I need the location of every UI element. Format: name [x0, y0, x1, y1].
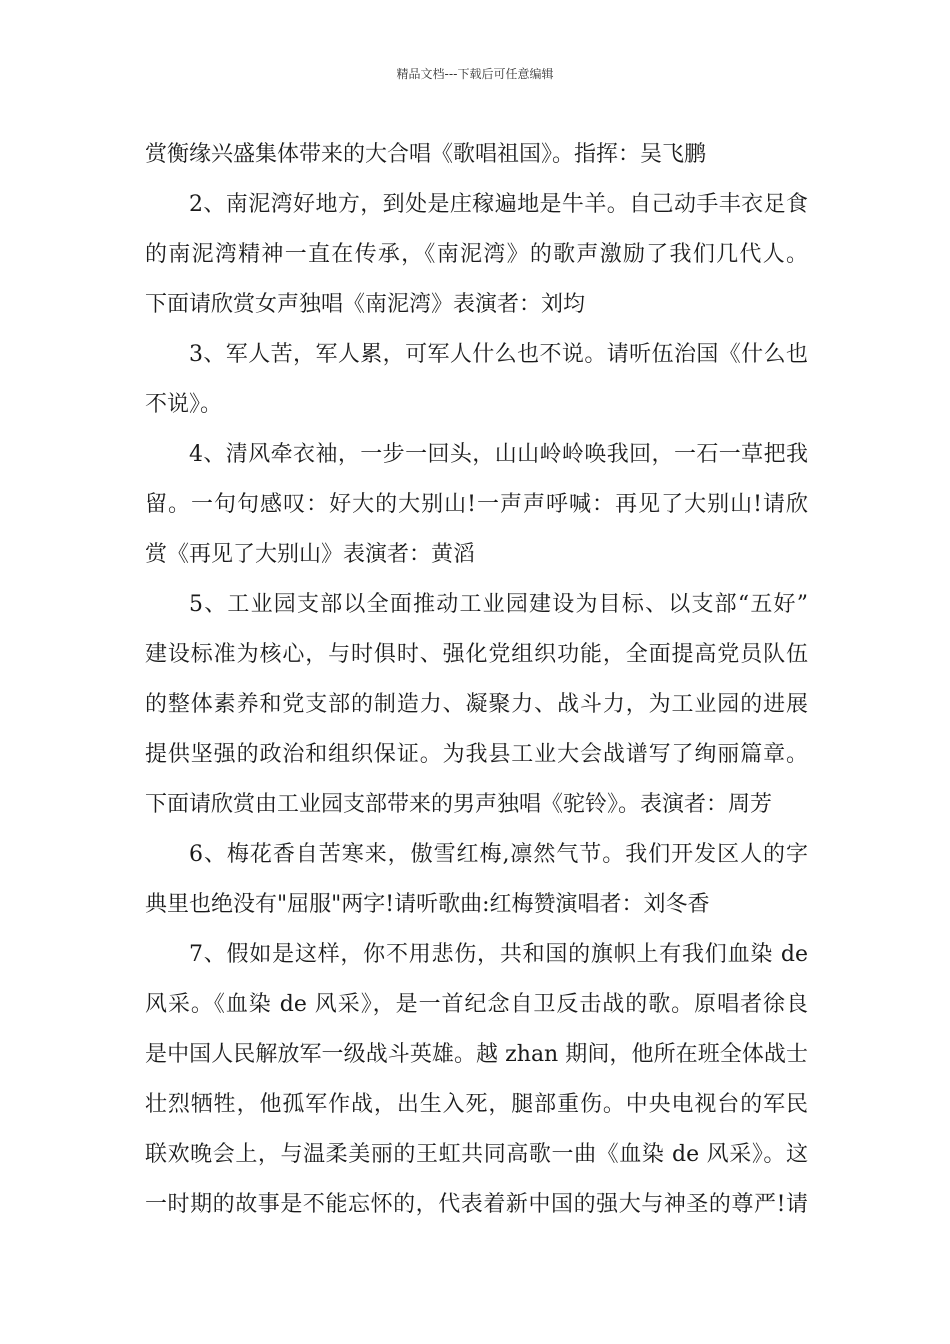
text-line: 风采。《血染 de 风采》，是一首纪念自卫反击战的歌。原唱者徐良: [145, 992, 808, 1017]
text-line: 下面请欣赏由工业园支部带来的男声独唱《驼铃》。表演者：周芳: [145, 792, 773, 817]
page-header: 精品文档---下载后可任意编辑: [396, 67, 554, 81]
text-line: 的南泥湾精神一直在传承，《南泥湾》的歌声激励了我们几代人。: [145, 242, 808, 267]
text-line: 5、工业园支部以全面推动工业园建设为目标、以支部“五好”: [189, 592, 808, 617]
text-line: 建设标准为核心，与时俱时、强化党组织功能，全面提高党员队伍: [145, 642, 808, 667]
text-line: 典里也绝没有"屈服"两字!请听歌曲:红梅赞演唱者：刘冬香: [145, 892, 710, 917]
text-line: 不说》。: [145, 392, 223, 417]
text-line: 2、南泥湾好地方，到处是庄稼遍地是牛羊。自己动手丰衣足食: [189, 192, 808, 217]
text-line: 提供坚强的政治和组织保证。为我县工业大会战谱写了绚丽篇章。: [145, 742, 808, 767]
text-line: 是中国人民解放军一级战斗英雄。越 zhan 期间，他所在班全体战士: [145, 1042, 808, 1067]
text-line: 6、梅花香自苦寒来，傲雪红梅,凛然气节。我们开发区人的字: [189, 842, 808, 867]
text-line: 壮烈牺牲，他孤军作战，出生入死，腿部重伤。中央电视台的军民: [145, 1092, 808, 1117]
document-body: [145, 130, 808, 1230]
text-line: 联欢晚会上，与温柔美丽的王虹共同高歌一曲《血染 de 风采》。这: [145, 1142, 808, 1167]
text-line: 一时期的故事是不能忘怀的，代表着新中国的强大与神圣的尊严!请: [145, 1192, 808, 1217]
text-line: 7、假如是这样，你不用悲伤，共和国的旗帜上有我们血染 de: [189, 942, 808, 967]
text-line: 的整体素养和党支部的制造力、凝聚力、战斗力，为工业园的进展: [145, 692, 808, 717]
text-line: 4、清风牵衣袖，一步一回头，山山岭岭唤我回，一石一草把我: [189, 442, 808, 467]
text-line: 留。一句句感叹：好大的大别山!一声声呼喊：再见了大别山!请欣: [145, 492, 808, 517]
text-line: 下面请欣赏女声独唱《南泥湾》表演者：刘均: [145, 292, 586, 317]
text-line: 赏《再见了大别山》表演者：黄滔: [145, 542, 476, 567]
text-line: 3、军人苦，军人累，可军人什么也不说。请听伍治国《什么也: [189, 342, 808, 367]
text-line: 赏衡缘兴盛集体带来的大合唱《歌唱祖国》。指挥：吴飞鹏: [145, 142, 707, 167]
